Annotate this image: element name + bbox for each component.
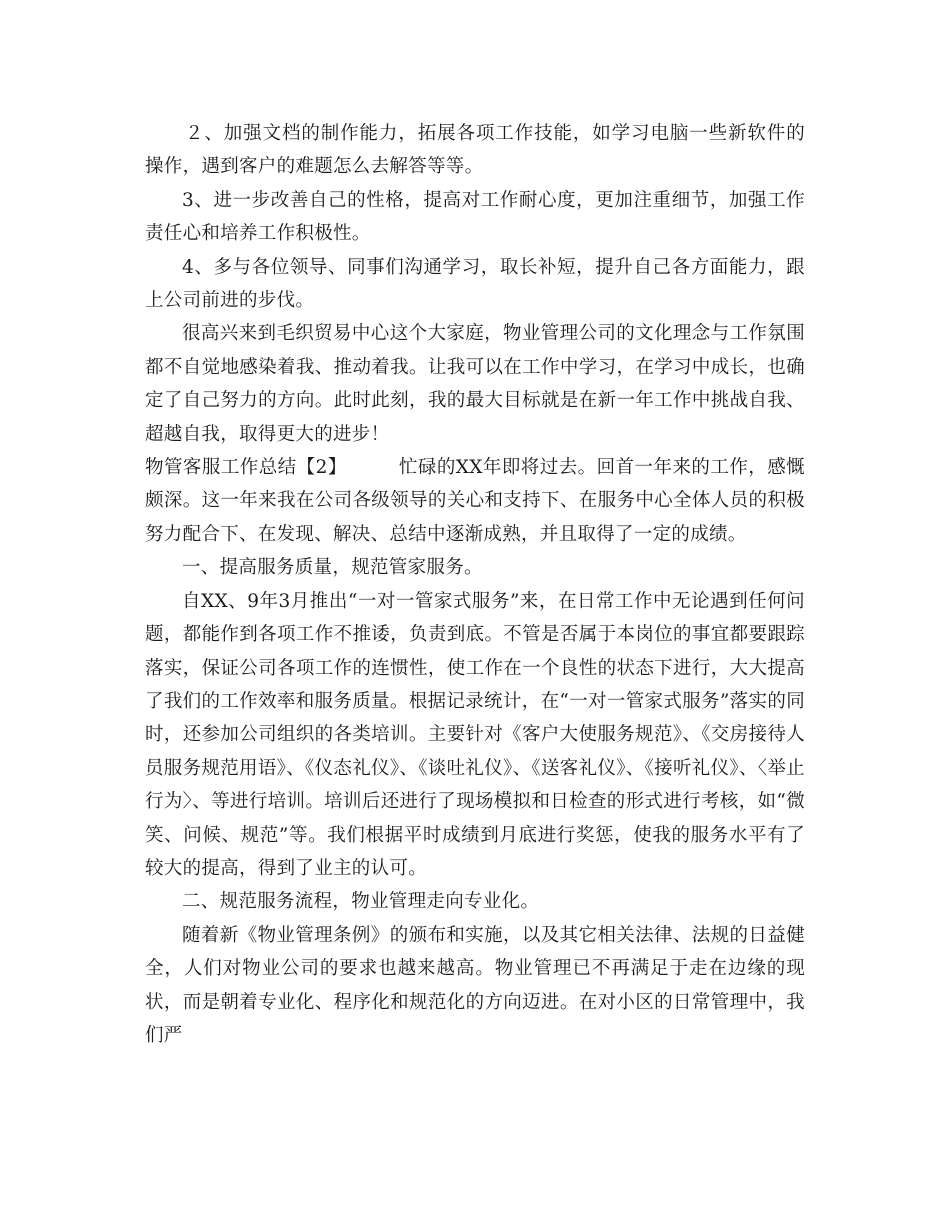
heading-service-process: 二、规范服务流程，物业管理走向专业化。 <box>182 891 540 913</box>
heading-service-quality: 一、提高服务质量，规范管家服务。 <box>182 557 483 579</box>
section-title: 物管客服工作总结【2】 <box>145 457 347 479</box>
paragraph-item-3: 3、进一步改善自己的性格，提高对工作耐心度，更加注重细节，加强工作责任心和培养工作积极性。 <box>145 189 805 245</box>
section-intro-paragraph <box>145 451 805 551</box>
paragraph-service-process: 随着新《物业管理条例》的颁布和实施，以及其它相关法律、法规的日益健全，人们对物业公司的要求也越来越高。物业管理已不再满足于走在边缘的现状，而是朝着专业化、程序化和规范化的方向迈进。在对小区的日常管理中，我们严 <box>145 924 805 1046</box>
paragraph-item-2: ２、加强文档的制作能力，拓展各项工作技能，如学习电脑一些新软件的操作，遇到客户的难题怎么去解答等等。 <box>145 123 805 178</box>
document-body <box>145 117 805 1052</box>
paragraph-item-4: 4、多与各位领导、同事们沟通学习，取长补短，提升自己各方面能力，跟上公司前进的步伐。 <box>145 256 805 312</box>
paragraph-closing: 很高兴来到毛织贸易中心这个大家庭，物业管理公司的文化理念与工作氛围都不自觉地感染着我、推动着我。让我可以在工作中学习，在学习中成长，也确定了自己努力的方向。此时此刻，我的最大目标就是在新一年工作中挑战自我、超越自我，取得更大的进步！ <box>145 323 805 445</box>
paragraph-service-quality: 自XX、9年3月推出“一对一管家式服务”来，在日常工作中无论遇到任何问题，都能作到各项工作不推诿，负责到底。不管是否属于本岗位的事宜都要跟踪落实，保证公司各项工作的连惯性，使工作在一个良性的状态下进行，大大提高了我们的工作效率和服务质量。根据记录统计，在“一对一管家式服务”落实的同时，还参加公司组织的各类培训。主要针对《客户大使服务规范》、《交房接待人员服务规范用语》、《仪态礼仪》、《谈吐礼仪》、《送客礼仪》、《接听礼仪》、〈举止行为〉、等进行培训。培训后还进行了现场模拟和日检查的形式进行考核，如“微笑、问候、规范”等。我们根据平时成绩到月底进行奖惩，使我的服务水平有了较大的提高，得到了业主的认可。 <box>145 590 805 879</box>
section-intro-text: 忙碌的XX年即将过去。回首一年来的工作，感慨颇深。这一年来我在公司各级领导的关心和支持下、在服务中心全体人员的积极努力配合下、在发现、解决、总结中逐渐成熟，并且取得了一定的成绩。 <box>145 457 805 545</box>
